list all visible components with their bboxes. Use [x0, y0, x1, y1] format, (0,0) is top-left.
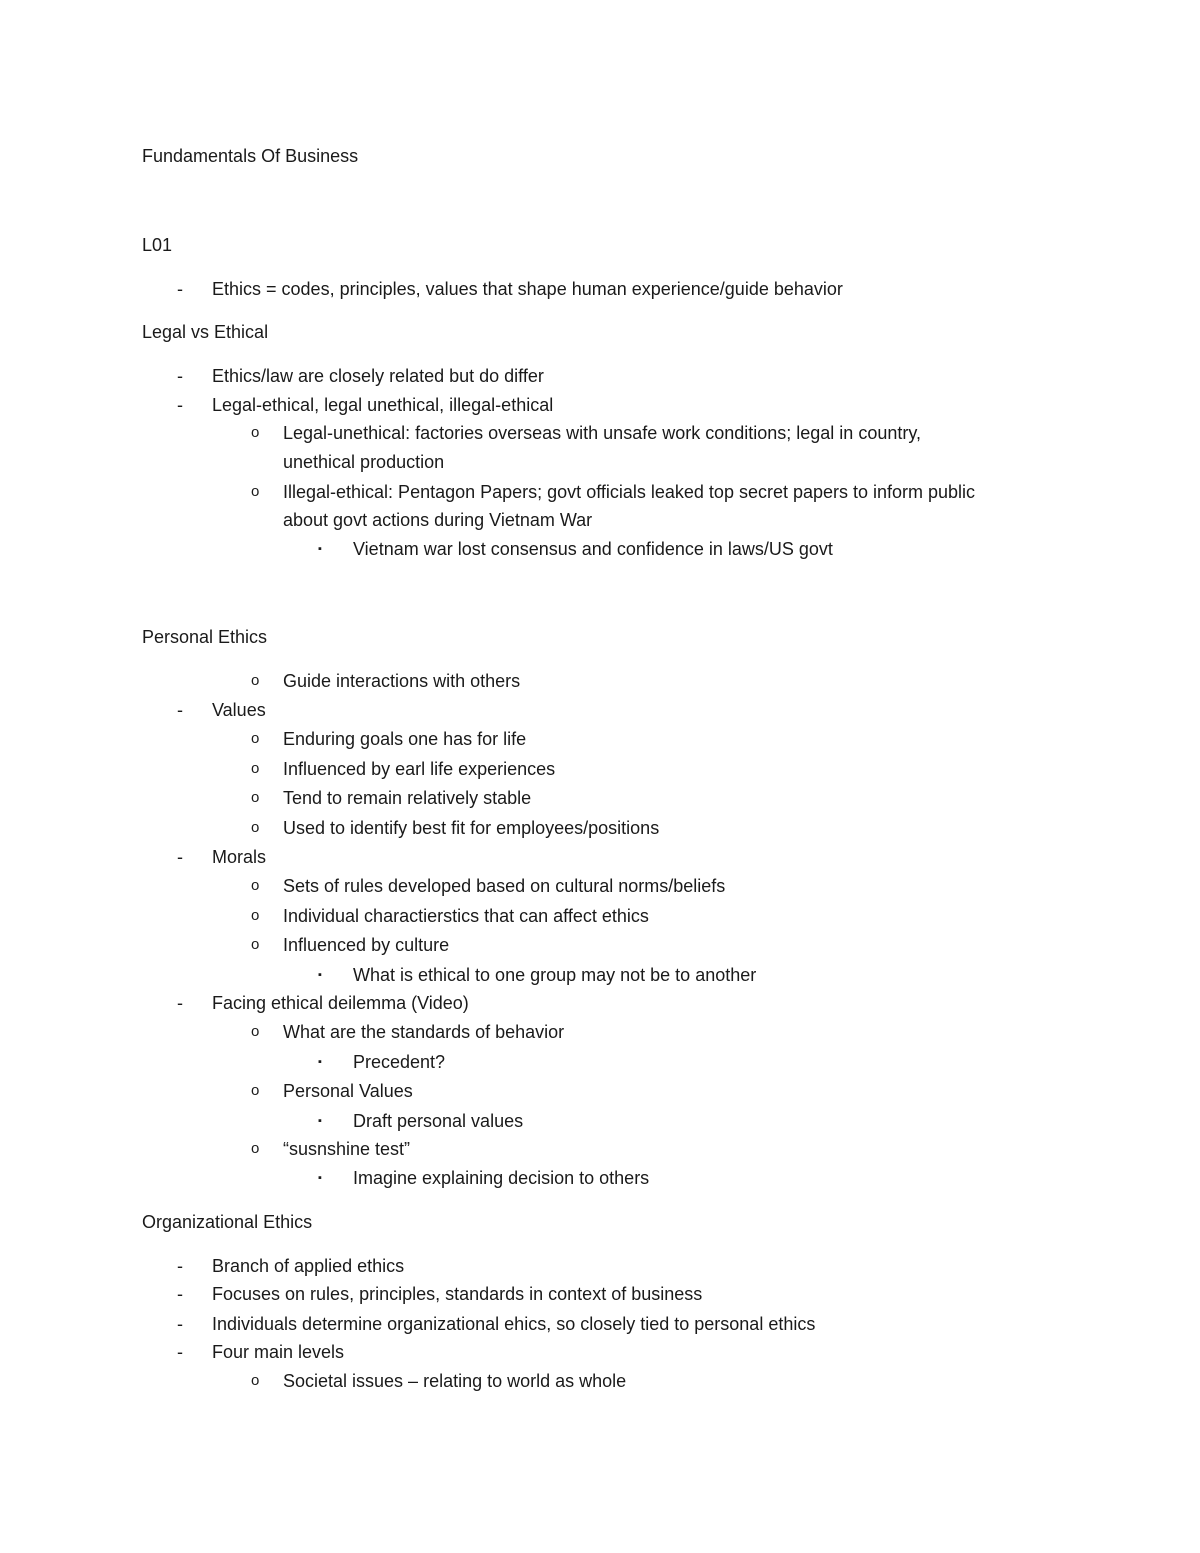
list-item: Precedent? — [353, 1052, 446, 1072]
list-item: Individual charactierstics that can affect ethics — [283, 906, 649, 926]
list-item: Legal-unethical: factories overseas with unsafe work conditions; legal in country, — [283, 423, 922, 443]
list-item: What is ethical to one group may not be to another — [353, 965, 757, 985]
dash-bullet: - — [177, 279, 183, 299]
circle-bullet: o — [251, 760, 260, 777]
circle-bullet: o — [251, 1023, 260, 1040]
circle-bullet: o — [251, 483, 260, 500]
list-item: Values — [212, 700, 266, 720]
section-heading-legal: Legal vs Ethical — [142, 322, 269, 342]
list-item: Illegal-ethical: Pentagon Papers; govt officials leaked top secret papers to inform public — [283, 482, 976, 502]
dash-bullet: - — [177, 847, 183, 867]
square-bullet: ▪ — [318, 969, 322, 981]
list-item: Enduring goals one has for life — [283, 729, 527, 749]
list-item: Sets of rules developed based on cultural norms/beliefs — [283, 876, 726, 896]
square-bullet: ▪ — [318, 1115, 322, 1127]
circle-bullet: o — [251, 730, 260, 747]
circle-bullet: o — [251, 1082, 260, 1099]
list-item: Ethics/law are closely related but do differ — [212, 366, 544, 386]
list-item-continuation: about govt actions during Vietnam War — [283, 510, 593, 530]
list-item: Imagine explaining decision to others — [353, 1168, 650, 1188]
list-item: Legal-ethical, legal unethical, illegal-ethical — [212, 395, 554, 415]
list-item: Facing ethical deilemma (Video) — [212, 993, 469, 1013]
circle-bullet: o — [251, 907, 260, 924]
dash-bullet: - — [177, 1284, 183, 1304]
list-item: Influenced by earl life experiences — [283, 759, 556, 779]
list-item: Morals — [212, 847, 267, 867]
list-item-continuation: unethical production — [283, 452, 445, 472]
list-item: Four main levels — [212, 1342, 345, 1362]
list-item: Individuals determine organizational ehics, so closely tied to personal ethics — [212, 1314, 816, 1334]
square-bullet: ▪ — [318, 1172, 322, 1184]
document-title: Fundamentals Of Business — [142, 146, 359, 166]
circle-bullet: o — [251, 1140, 260, 1157]
list-item: Ethics = codes, principles, values that shape human experience/guide behavior — [212, 279, 843, 299]
circle-bullet: o — [251, 936, 260, 953]
dash-bullet: - — [177, 1314, 183, 1334]
list-item: Societal issues – relating to world as whole — [283, 1371, 627, 1391]
circle-bullet: o — [251, 1372, 260, 1389]
dash-bullet: - — [177, 366, 183, 386]
section-heading-personal: Personal Ethics — [142, 627, 268, 647]
section-heading-org: Organizational Ethics — [142, 1212, 313, 1232]
list-item: Focuses on rules, principles, standards in context of business — [212, 1284, 703, 1304]
circle-bullet: o — [251, 424, 260, 441]
list-item: What are the standards of behavior — [283, 1022, 565, 1042]
dash-bullet: - — [177, 395, 183, 415]
square-bullet: ▪ — [318, 543, 322, 555]
list-item: Guide interactions with others — [283, 671, 521, 691]
dash-bullet: - — [177, 993, 183, 1013]
circle-bullet: o — [251, 672, 260, 689]
list-item: Tend to remain relatively stable — [283, 788, 532, 808]
list-item: “susnshine test” — [283, 1139, 411, 1159]
section-heading-l01: L01 — [142, 235, 173, 255]
list-item: Used to identify best fit for employees/positions — [283, 818, 660, 838]
dash-bullet: - — [177, 1342, 183, 1362]
list-item: Branch of applied ethics — [212, 1256, 405, 1276]
square-bullet: ▪ — [318, 1056, 322, 1068]
circle-bullet: o — [251, 789, 260, 806]
circle-bullet: o — [251, 819, 260, 836]
dash-bullet: - — [177, 1256, 183, 1276]
list-item: Influenced by culture — [283, 935, 450, 955]
list-item: Vietnam war lost consensus and confidence in laws/US govt — [353, 539, 833, 559]
circle-bullet: o — [251, 877, 260, 894]
list-item: Personal Values — [283, 1081, 413, 1101]
list-item: Draft personal values — [353, 1111, 524, 1131]
dash-bullet: - — [177, 700, 183, 720]
